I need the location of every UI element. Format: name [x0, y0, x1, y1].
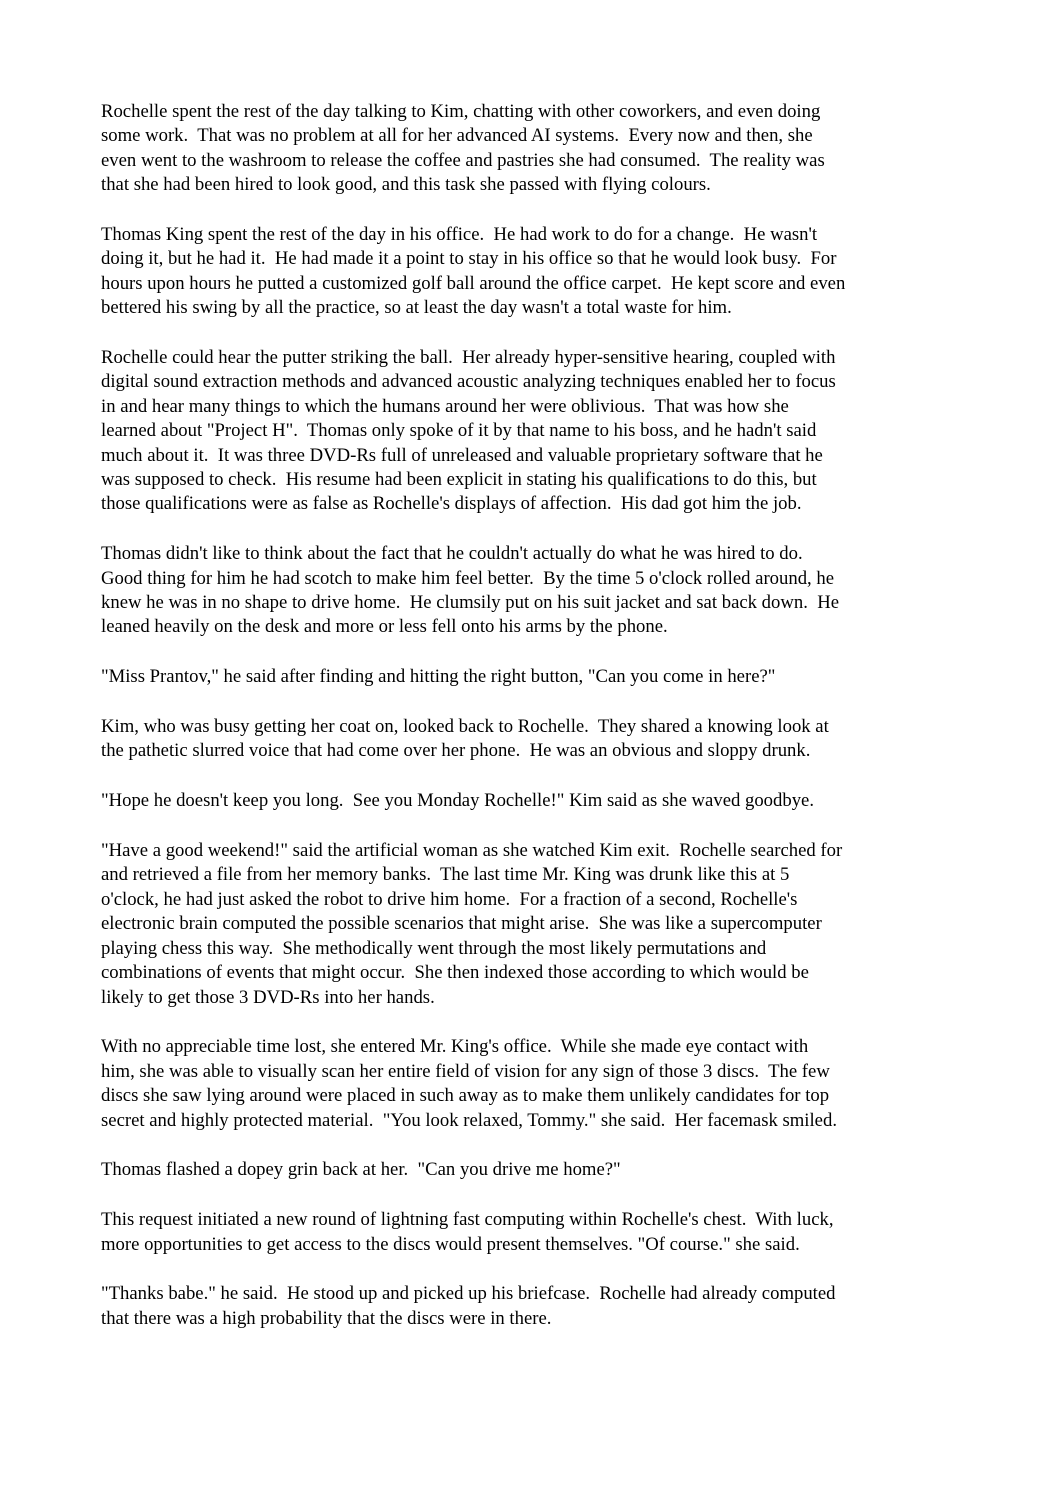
text-line: doing it, but he had it. He had made it a point to stay in his office so that he would look busy. For [101, 248, 837, 270]
text-line: combinations of events that might occur. She then indexed those according to which would be [101, 962, 809, 984]
text-line: was supposed to check. His resume had been explicit in stating his qualifications to do this, but [101, 469, 817, 491]
text-line: likely to get those 3 DVD-Rs into her hands. [101, 986, 435, 1008]
paragraph [101, 665, 958, 689]
text-line: playing chess this way. She methodically went through the most likely permutations and [101, 937, 767, 959]
text-line: "Have a good weekend!" said the artificial woman as she watched Kim exit. Rochelle searched for [101, 840, 843, 862]
paragraph [101, 715, 958, 764]
text-line: him, she was able to visually scan her entire field of vision for any sign of those 3 discs. The few [101, 1060, 830, 1082]
text-line: those qualifications were as false as Rochelle's displays of affection. His dad got him the job. [101, 493, 802, 515]
text-line: learned about "Project H". Thomas only spoke of it by that name to his boss, and he hadn't said [101, 420, 817, 442]
text-line: discs she saw lying around were placed in such away as to make them unlikely candidates for top [101, 1085, 830, 1107]
text-line: Good thing for him he had scotch to make him feel better. By the time 5 o'clock rolled around, he [101, 567, 835, 589]
text-line: With no appreciable time lost, she entered Mr. King's office. While she made eye contact with [101, 1036, 809, 1058]
text-line: secret and highly protected material. "You look relaxed, Tommy." she said. Her facemask smiled. [101, 1109, 837, 1131]
text-line: hours upon hours he putted a customized golf ball around the office carpet. He kept score and even [101, 272, 846, 294]
text-line: Thomas didn't like to think about the fact that he couldn't actually do what he was hired to do. [101, 543, 803, 565]
text-line: much about it. It was three DVD-Rs full of unreleased and valuable proprietary software that he [101, 444, 823, 466]
text-line: "Thanks babe." he said. He stood up and picked up his briefcase. Rochelle had already computed [101, 1283, 836, 1305]
paragraph [101, 789, 958, 813]
text-line: more opportunities to get access to the discs would present themselves. "Of course." she said. [101, 1233, 800, 1255]
text-line: "Hope he doesn't keep you long. See you Monday Rochelle!" Kim said as she waved goodbye. [101, 790, 815, 812]
text-line: This request initiated a new round of lightning fast computing within Rochelle's chest. With luck, [101, 1209, 834, 1231]
text-line: digital sound extraction methods and advanced acoustic analyzing techniques enabled her to focus [101, 371, 836, 393]
paragraph [101, 542, 958, 640]
text-line: Thomas King spent the rest of the day in his office. He had work to do for a change. He wasn't [101, 224, 818, 246]
text-line: electronic brain computed the possible scenarios that might arise. She was like a supercomputer [101, 913, 822, 935]
paragraph [101, 223, 958, 321]
paragraph [101, 1158, 958, 1182]
paragraph [101, 346, 958, 517]
text-line: even went to the washroom to release the coffee and pastries she had consumed. The reality was [101, 149, 825, 171]
text-line: and retrieved a file from her memory banks. The last time Mr. King was drunk like this at 5 [101, 864, 790, 886]
text-line: leaned heavily on the desk and more or less fell onto his arms by the phone. [101, 616, 668, 638]
text-line: the pathetic slurred voice that had come over her phone. He was an obvious and sloppy drunk. [101, 740, 811, 762]
paragraph [101, 839, 958, 1010]
text-line: knew he was in no shape to drive home. He clumsily put on his suit jacket and sat back down. He [101, 592, 840, 614]
paragraph [101, 1282, 958, 1331]
text-line: that there was a high probability that the discs were in there. [101, 1307, 552, 1329]
text-line: in and hear many things to which the humans around her were oblivious. That was how she [101, 395, 789, 417]
text-line: Kim, who was busy getting her coat on, looked back to Rochelle. They shared a knowing look at [101, 716, 829, 738]
document-body [101, 100, 958, 1331]
text-line: that she had been hired to look good, and this task she passed with flying colours. [101, 174, 711, 196]
paragraph [101, 100, 958, 198]
text-line: some work. That was no problem at all for her advanced AI systems. Every now and then, she [101, 125, 813, 147]
paragraph [101, 1208, 958, 1257]
text-line: o'clock, he had just asked the robot to drive him home. For a fraction of a second, Rochelle's [101, 888, 798, 910]
text-line: bettered his swing by all the practice, so at least the day wasn't a total waste for him. [101, 297, 732, 319]
text-line: "Miss Prantov," he said after finding and hitting the right button, "Can you come in here?" [101, 666, 776, 688]
paragraph [101, 1035, 958, 1133]
text-line: Rochelle spent the rest of the day talking to Kim, chatting with other coworkers, and even doing [101, 101, 821, 122]
text-line: Rochelle could hear the putter striking the ball. Her already hyper-sensitive hearing, coupled with [101, 347, 836, 369]
text-line: Thomas flashed a dopey grin back at her. "Can you drive me home?" [101, 1159, 621, 1181]
